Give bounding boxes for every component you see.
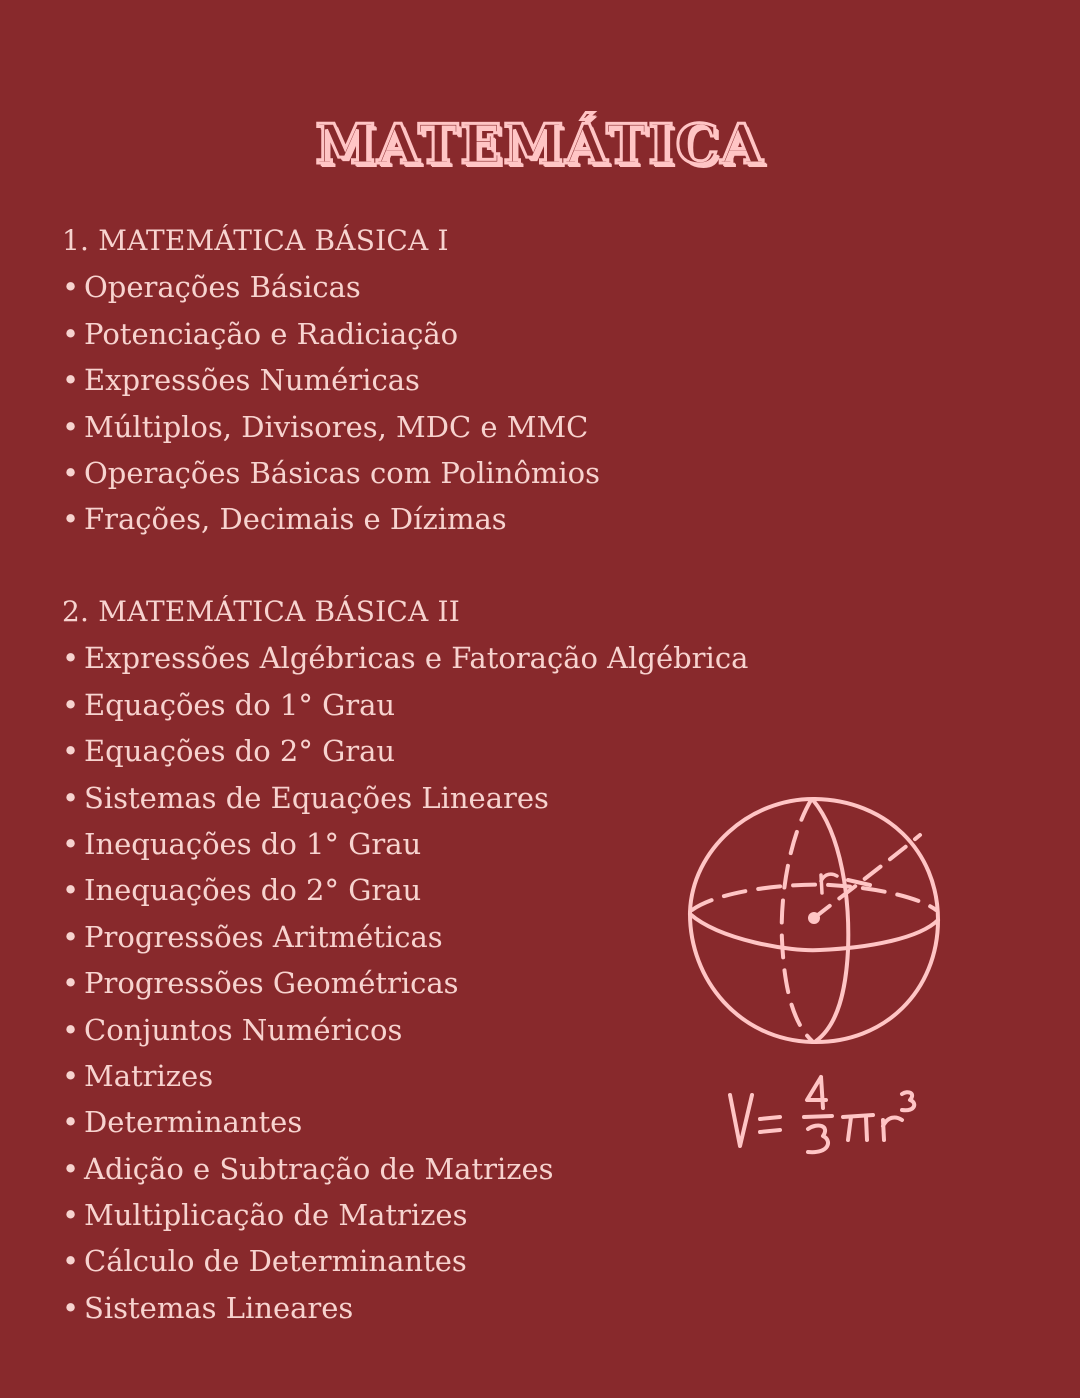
list-item-label: Matrizes <box>84 1058 214 1093</box>
bullet-icon: • <box>62 966 80 1001</box>
sphere-sketch <box>680 790 960 1180</box>
list-item <box>62 357 600 403</box>
bullet-icon: • <box>62 316 80 351</box>
list-item-label: Progressões Geométricas <box>84 966 459 1001</box>
list-item-label: Expressões Algébricas e Fatoração Algébrica <box>84 641 749 676</box>
formula-pi <box>843 1115 873 1140</box>
list-item-label: Cálculo de Determinantes <box>84 1244 467 1279</box>
bullet-icon: • <box>62 687 80 722</box>
list-item-label: Operações Básicas com Polinômios <box>84 455 601 490</box>
list-item-label: Inequações do 1° Grau <box>84 826 422 861</box>
radius-arrow <box>848 880 870 885</box>
list-item <box>62 728 748 774</box>
bullet-icon: • <box>62 1290 80 1325</box>
bullet-icon: • <box>62 1012 80 1047</box>
list-item <box>62 821 748 867</box>
formula-fraction-bar <box>804 1116 832 1117</box>
list-item <box>62 404 600 450</box>
list-item <box>62 682 748 728</box>
list-item-label: Adição e Subtração de Matrizes <box>84 1151 554 1186</box>
bullet-icon: • <box>62 1105 80 1140</box>
sphere-center <box>808 912 820 924</box>
sphere-radius <box>814 835 920 918</box>
formula-r <box>883 1118 902 1140</box>
bullet-icon: • <box>62 1058 80 1093</box>
list-item <box>62 635 748 681</box>
list-item-label: Progressões Aritméticas <box>84 919 443 954</box>
list-item <box>62 775 748 821</box>
sphere-equator-back <box>692 885 936 910</box>
list-item <box>62 1007 748 1053</box>
formula-numerator-4 <box>807 1077 826 1108</box>
list-item-label: Inequações do 2° Grau <box>84 873 422 908</box>
list-item <box>62 450 600 496</box>
bullet-icon: • <box>62 502 80 537</box>
list-item-label: Sistemas de Equações Lineares <box>84 780 549 815</box>
list-item <box>62 914 748 960</box>
page-title: MATEMÁTICA <box>315 112 765 176</box>
bullet-icon: • <box>62 455 80 490</box>
list-item <box>62 1238 748 1284</box>
list-item <box>62 867 748 913</box>
bullet-icon: • <box>62 1244 80 1279</box>
list-item-label: Operações Básicas <box>84 270 361 305</box>
bullet-icon: • <box>62 780 80 815</box>
formula-equals <box>760 1117 780 1132</box>
bullet-icon: • <box>62 641 80 676</box>
bullet-icon: • <box>62 363 80 398</box>
bullet-icon: • <box>62 1198 80 1233</box>
bullet-icon: • <box>62 409 80 444</box>
list-item <box>62 1053 748 1099</box>
bullet-icon: • <box>62 1151 80 1186</box>
list-item-label: Conjuntos Numéricos <box>84 1012 403 1047</box>
list-item <box>62 1285 748 1331</box>
list-item-label: Potenciação e Radiciação <box>84 316 459 351</box>
list-item-label: Sistemas Lineares <box>84 1290 354 1325</box>
formula-exponent-3 <box>902 1092 914 1110</box>
list-item-label: Determinantes <box>84 1105 303 1140</box>
section-basica-1 <box>62 218 600 543</box>
list-item-label: Frações, Decimais e Dízimas <box>84 502 507 537</box>
bullet-icon: • <box>62 873 80 908</box>
bullet-icon: • <box>62 826 80 861</box>
section-basica-2 <box>62 589 748 1331</box>
list-item <box>62 1146 748 1192</box>
list-item-label: Equações do 2° Grau <box>84 734 396 769</box>
bullet-icon: • <box>62 919 80 954</box>
list-item <box>62 1192 748 1238</box>
list-item-label: Equações do 1° Grau <box>84 687 396 722</box>
list-item-label: Multiplicação de Matrizes <box>84 1198 468 1233</box>
list-item-label: Expressões Numéricas <box>84 363 420 398</box>
sphere-meridian-back <box>782 800 812 1041</box>
formula-denominator-3 <box>808 1125 828 1152</box>
section-heading: 1. MATEMÁTICA BÁSICA I <box>62 224 449 257</box>
section-heading: 2. MATEMÁTICA BÁSICA II <box>62 595 461 628</box>
formula-v <box>730 1095 752 1146</box>
list-item <box>62 1099 748 1145</box>
list-item <box>62 264 600 310</box>
list-item <box>62 960 748 1006</box>
bullet-icon: • <box>62 270 80 305</box>
list-item <box>62 311 600 357</box>
list-item-label: Múltiplos, Divisores, MDC e MMC <box>84 409 589 444</box>
bullet-icon: • <box>62 734 80 769</box>
list-item <box>62 496 600 542</box>
